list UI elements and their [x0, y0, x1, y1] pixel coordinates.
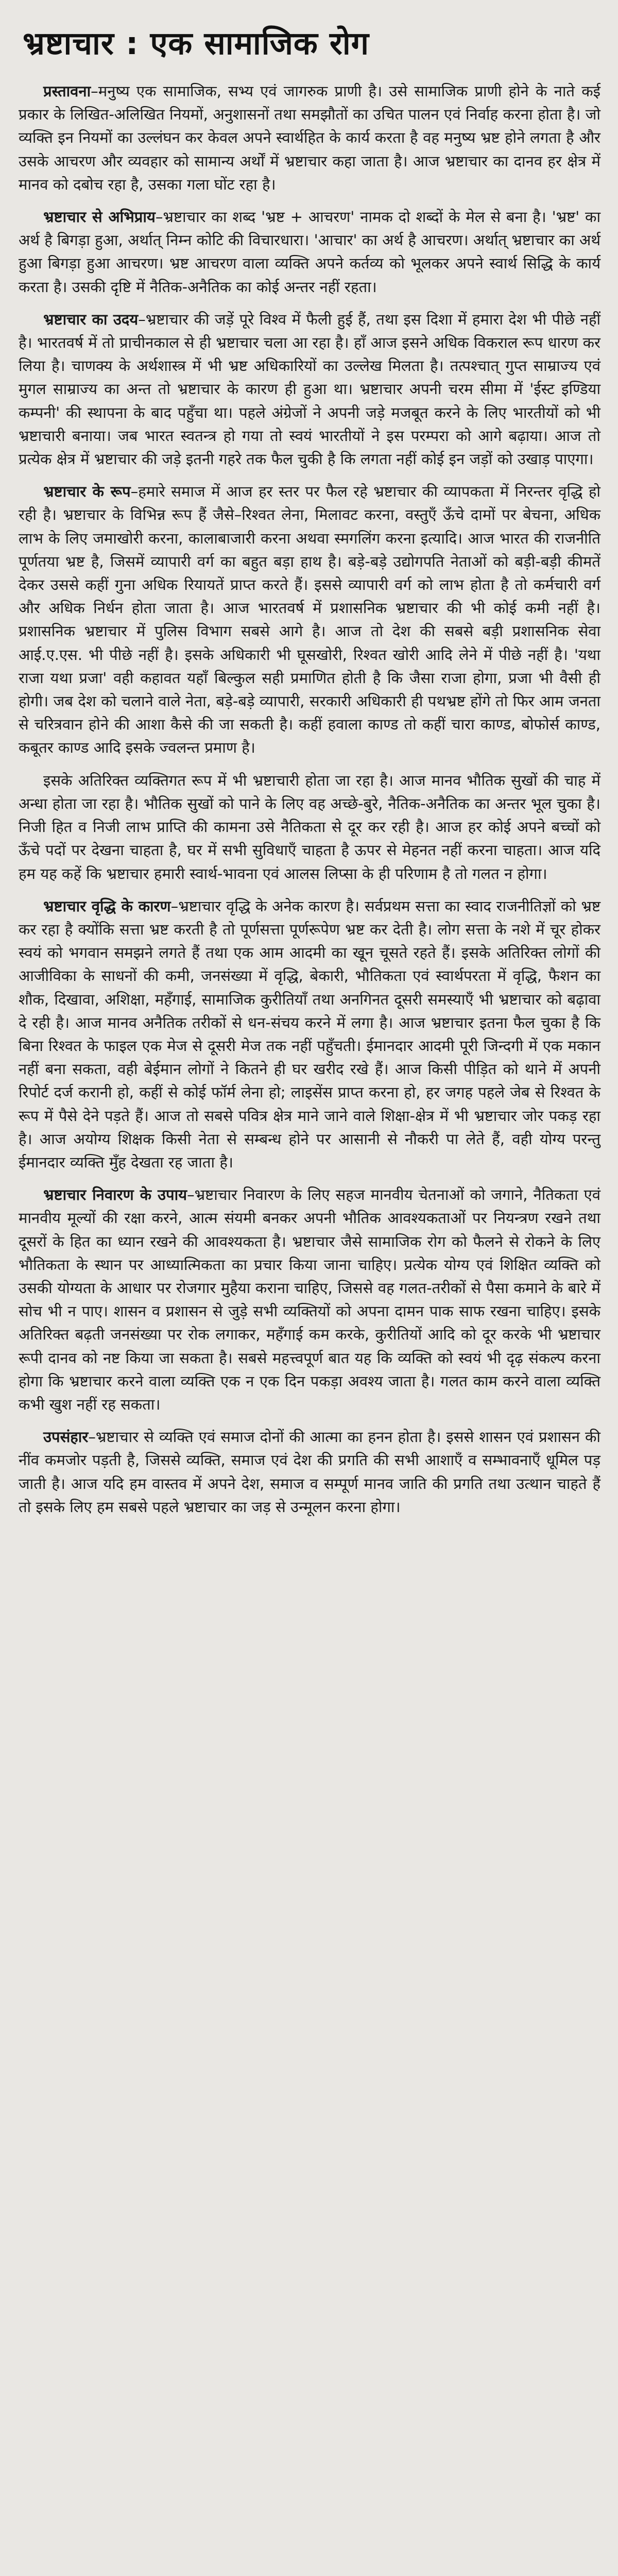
- paragraph-remedies: [19, 1183, 600, 1416]
- paragraph-heading: भ्रष्टाचार के रूप: [43, 483, 131, 501]
- paragraph-heading: भ्रष्टाचार से अभिप्राय: [43, 208, 156, 226]
- paragraph-meaning: [19, 206, 600, 299]
- paragraph-text: –भ्रष्टाचार निवारण के लिए सहज मानवीय चेतनाओं को जगाने, नैतिकता एवं मानवीय मूल्यों की रक्षा करने, आत्म संयमी बनकर अपनी भौतिक आवश्यकताओं पर नियन्त्रण रखने तथा दूसरों के हित का ध्यान रखने की आवश्यकता है। भ्रष्टाचार जैसे सामाजिक रोग को फैलने से रोकने के लिए भौतिकता के स्थान पर आध्यात्मिकता का प्रचार किया जाना चाहिए। प्रत्येक योग्य एवं शिक्षित व्यक्ति को उसकी योग्यता के आधार पर रोजगार मुहैया कराना चाहिए, जिससे वह गलत-तरीकों से पैसा कमाने के बारे में सोच भी न पाए। शासन व प्रशासन से जुड़े सभी व्यक्तियों को अपना दामन पाक साफ रखना चाहिए। इसके अतिरिक्त बढ़ती जनसंख्या पर रोक लगाकर, महँगाई कम करके, कुरीतियों आदि को दूर करके भी भ्रष्टाचार रूपी दानव को नष्ट किया जा सकता है। सबसे महत्त्वपूर्ण बात यह कि व्यक्ति को स्वयं भी दृढ़ संकल्प करना होगा कि भ्रष्टाचार करने वाला व्यक्ति एक न एक दिन पकड़ा अवश्य जाता है। गलत काम करने वाला व्यक्ति कभी खुश नहीं रह सकता।: [19, 1186, 600, 1413]
- paragraph-causes: [19, 895, 600, 1174]
- paragraph-text: –भ्रष्टाचार से व्यक्ति एवं समाज दोनों की आत्मा का हनन होता है। इससे शासन एवं प्रशासन की नींव कमजोर पड़ती है, जिससे व्यक्ति, समाज एवं देश की प्रगति की सभी आशाएँ व सम्भावनाएँ धूमिल पड़ जाती है। आज यदि हम वास्तव में अपने देश, समाज व सम्पूर्ण मानव जाति की प्रगति तथा उत्थान चाहते हैं तो इसके लिए हम सबसे पहले भ्रष्टाचार का जड़ से उन्मूलन करना होगा।: [19, 1428, 600, 1516]
- paragraph-forms: [19, 480, 600, 759]
- paragraph-text: –भ्रष्टाचार वृद्धि के अनेक कारण है। सर्वप्रथम सत्ता का स्वाद राजनीतिज्ञों को भ्रष्ट कर रहा है क्योंकि सत्ता भ्रष्ट करती है तो पूर्णसत्ता पूर्णरूपेण भ्रष्ट कर देती है। लोग सत्ता के नशे में चूर होकर स्वयं को भगवान समझने लगते हैं तथा एक आम आदमी का खून चूसते रहते हैं। इसके अतिरिक्त लोगों की आजीविका के साधनों की कमी, जनसंख्या में वृद्धि, बेकारी, भौतिकता एवं स्वार्थपरता में वृद्धि, फैशन का शौक, दिखावा, अशिक्षा, महँगाई, सामाजिक कुरीतियाँ तथा अनगिनत दूसरी समस्याएँ भी भ्रष्टाचार को बढ़ावा दे रही है। आज मानव अनैतिक तरीकों से धन-संचय करने में लगा है। आज भ्रष्टाचार इतना फैल चुका है कि बिना रिश्वत के फाइल एक मेज से दूसरी मेज तक नहीं पहुँचती। ईमानदार आदमी पूरी जिन्दगी में एक मकान नहीं बना सकता, वही बेईमान लोगों ने कितने ही घर खरीद रखे हैं। आज किसी पीड़ित को थाने में अपनी रिपोर्ट दर्ज करानी हो, कहीं से कोई फॉर्म लेना हो; लाइसेंस प्राप्त करना हो, हर जगह पहले जेब से रिश्वत के रूप में पैसे देने पड़ते हैं। आज तो सबसे पवित्र क्षेत्र माने जाने वाले शिक्षा-क्षेत्र में भी भ्रष्टाचार जोर पकड़ रहा है। आज अयोग्य शिक्षक किसी नेता से सम्बन्ध होने पर आसानी से नौकरी पा लेते हैं, वही योग्य परन्तु ईमानदार व्यक्ति मुँह देखता रह जाता है।: [19, 897, 600, 1171]
- paragraph-text: इसके अतिरिक्त व्यक्तिगत रूप में भी भ्रष्टाचारी होता जा रहा है। आज मानव भौतिक सुखों की चाह में अन्धा होता जा रहा है। भौतिक सुखों को पाने के लिए वह अच्छे-बुरे, नैतिक-अनैतिक का अन्तर भूल चुका है। निजी हित व निजी लाभ प्राप्ति की कामना उसे नैतिकता से दूर कर रही है। आज हर कोई अपने बच्चों को ऊँचे पदों पर देखना चाहता है, घर में सभी सुविधाएँ चाहता है ऊपर से मेहनत नहीं करना चाहता। आज यदि हम यह कहें कि भ्रष्टाचार हमारी स्वार्थ-भावना एवं आलस लिप्सा के ही परिणाम है तो गलत न होगा।: [19, 771, 600, 883]
- paragraph-heading: उपसंहार: [43, 1428, 89, 1446]
- paragraph-introduction: [19, 80, 600, 196]
- paragraph-heading: प्रस्तावना: [43, 82, 91, 100]
- paragraph-text: –हमारे समाज में आज हर स्तर पर फैल रहे भ्रष्टाचार की व्यापकता में निरन्तर वृद्धि हो रही है। भ्रष्टाचार के विभिन्न रूप हैं जैसे–रिश्वत लेना, मिलावट करना, वस्तुएँ ऊँचे दामों पर बेचना, अधिक लाभ के लिए जमाखोरी करना, कालाबाजारी करना अथवा स्मगलिंग करना इत्यादि। आज भारत की राजनीति पूर्णतया भ्रष्ट है, जिसमें व्यापारी वर्ग का बहुत बड़ा हाथ है। बड़े-बड़े उद्योगपति नेताओं को बड़ी-बड़ी कीमतें देकर उससे कहीं गुना अधिक रियायतें प्राप्त करते हैं। इससे व्यापारी वर्ग को लाभ होता है तो कर्मचारी वर्ग और अधिक निर्धन होता जाता है। आज भारतवर्ष में प्रशासनिक भ्रष्टाचार की भी कोई कमी नहीं है। प्रशासनिक भ्रष्टाचार में पुलिस विभाग सबसे आगे है। आज तो देश की सबसे बड़ी प्रशासनिक सेवा आई.ए.एस. भी पीछे नहीं है। इसके अधिकारी भी घूसखोरी, रिश्वत खोरी आदि लेने में पीछे नहीं है। 'यथा राजा यथा प्रजा' वही कहावत यहाँ बिल्कुल सही प्रमाणित होती है कि जैसा राजा होगा, प्रजा भी वैसी ही होगी। जब देश को चलाने वाले नेता, बड़े-बड़े व्यापारी, सरकारी अधिकारी ही पथभ्रष्ट होंगे तो फिर आम जनता से चरित्रवान होने की आशा कैसे की जा सकती है। कहीं हवाला काण्ड तो कहीं चारा काण्ड, बोफोर्स काण्ड, कबूतर काण्ड आदि इसके ज्वलन्त प्रमाण है।: [19, 483, 600, 757]
- paragraph-origin: [19, 308, 600, 471]
- paragraph-heading: भ्रष्टाचार निवारण के उपाय: [43, 1186, 187, 1204]
- paragraph-conclusion: [19, 1426, 600, 1519]
- paragraph-text: –मनुष्य एक सामाजिक, सभ्य एवं जागरुक प्राणी है। उसे सामाजिक प्राणी होने के नाते कई प्रकार के लिखित-अलिखित नियमों, अनुशासनों तथा समझौतों का उचित पालन एवं निर्वाह करना होता है। जो व्यक्ति इन नियमों का उल्लंघन कर केवल अपने स्वार्थहित के कार्य करता है वह मनुष्य भ्रष्ट होने लगता है और उसके आचरण और व्यवहार को सामान्य अर्थों में भ्रष्टाचार कहा जाता है। आज भ्रष्टाचार का दानव हर क्षेत्र में मानव को दबोच रहा है, उसका गला घोंट रहा है।: [19, 82, 600, 193]
- paragraph-heading: भ्रष्टाचार वृद्धि के कारण: [43, 897, 171, 915]
- paragraph-text: –भ्रष्टाचार की जड़ें पूरे विश्व में फैली हुई हैं, तथा इस दिशा में हमारा देश भी पीछे नहीं है। भारतवर्ष में तो प्राचीनकाल से ही भ्रष्टाचार चला आ रहा है। हाँ आज इसने अधिक विकराल रूप धारण कर लिया है। चाणक्य के अर्थशास्त्र में भी भ्रष्ट अधिकारियों का उल्लेख मिलता है। तत्पश्चात् गुप्त साम्राज्य एवं मुगल साम्राज्य का अन्त तो भ्रष्टाचार के कारण ही हुआ था। भ्रष्टाचार अपनी चरम सीमा में 'ईस्ट इण्डिया कम्पनी' की स्थापना के बाद पहुँचा था। पहले अंग्रेजों ने अपनी जड़े मजबूत करने के लिए भारतीयों को भी भ्रष्टाचारी बनाया। जब भारत स्वतन्त्र हो गया तो स्वयं भारतीयों ने इस परम्परा को आगे बढ़ाया। आज तो प्रत्येक क्षेत्र में भ्रष्टाचार की जड़े इतनी गहरे तक फैल चुकी है कि लगता नहीं कोई इन जड़ों को उखाड़ पाएगा।: [19, 310, 600, 468]
- paragraph-personal: [19, 769, 600, 886]
- paragraph-text: –भ्रष्टाचार का शब्द 'भ्रष्ट + आचरण' नामक दो शब्दों के मेल से बना है। 'भ्रष्ट' का अर्थ है बिगड़ा हुआ, अर्थात् निम्न कोटि की विचारधारा। 'आचार' का अर्थ है आचरण। अर्थात् भ्रष्टाचार का अर्थ हुआ बिगड़ा हुआ आचरण। भ्रष्ट आचरण वाला व्यक्ति अपने कर्तव्य को भूलकर अपने स्वार्थ सिद्धि के कार्य करता है। उसकी दृष्टि में नैतिक-अनैतिक का कोई अन्तर नहीं रहता।: [19, 208, 601, 296]
- page-title: भ्रष्टाचार : एक सामाजिक रोग: [23, 25, 370, 62]
- paragraph-heading: भ्रष्टाचार का उदय: [43, 310, 139, 328]
